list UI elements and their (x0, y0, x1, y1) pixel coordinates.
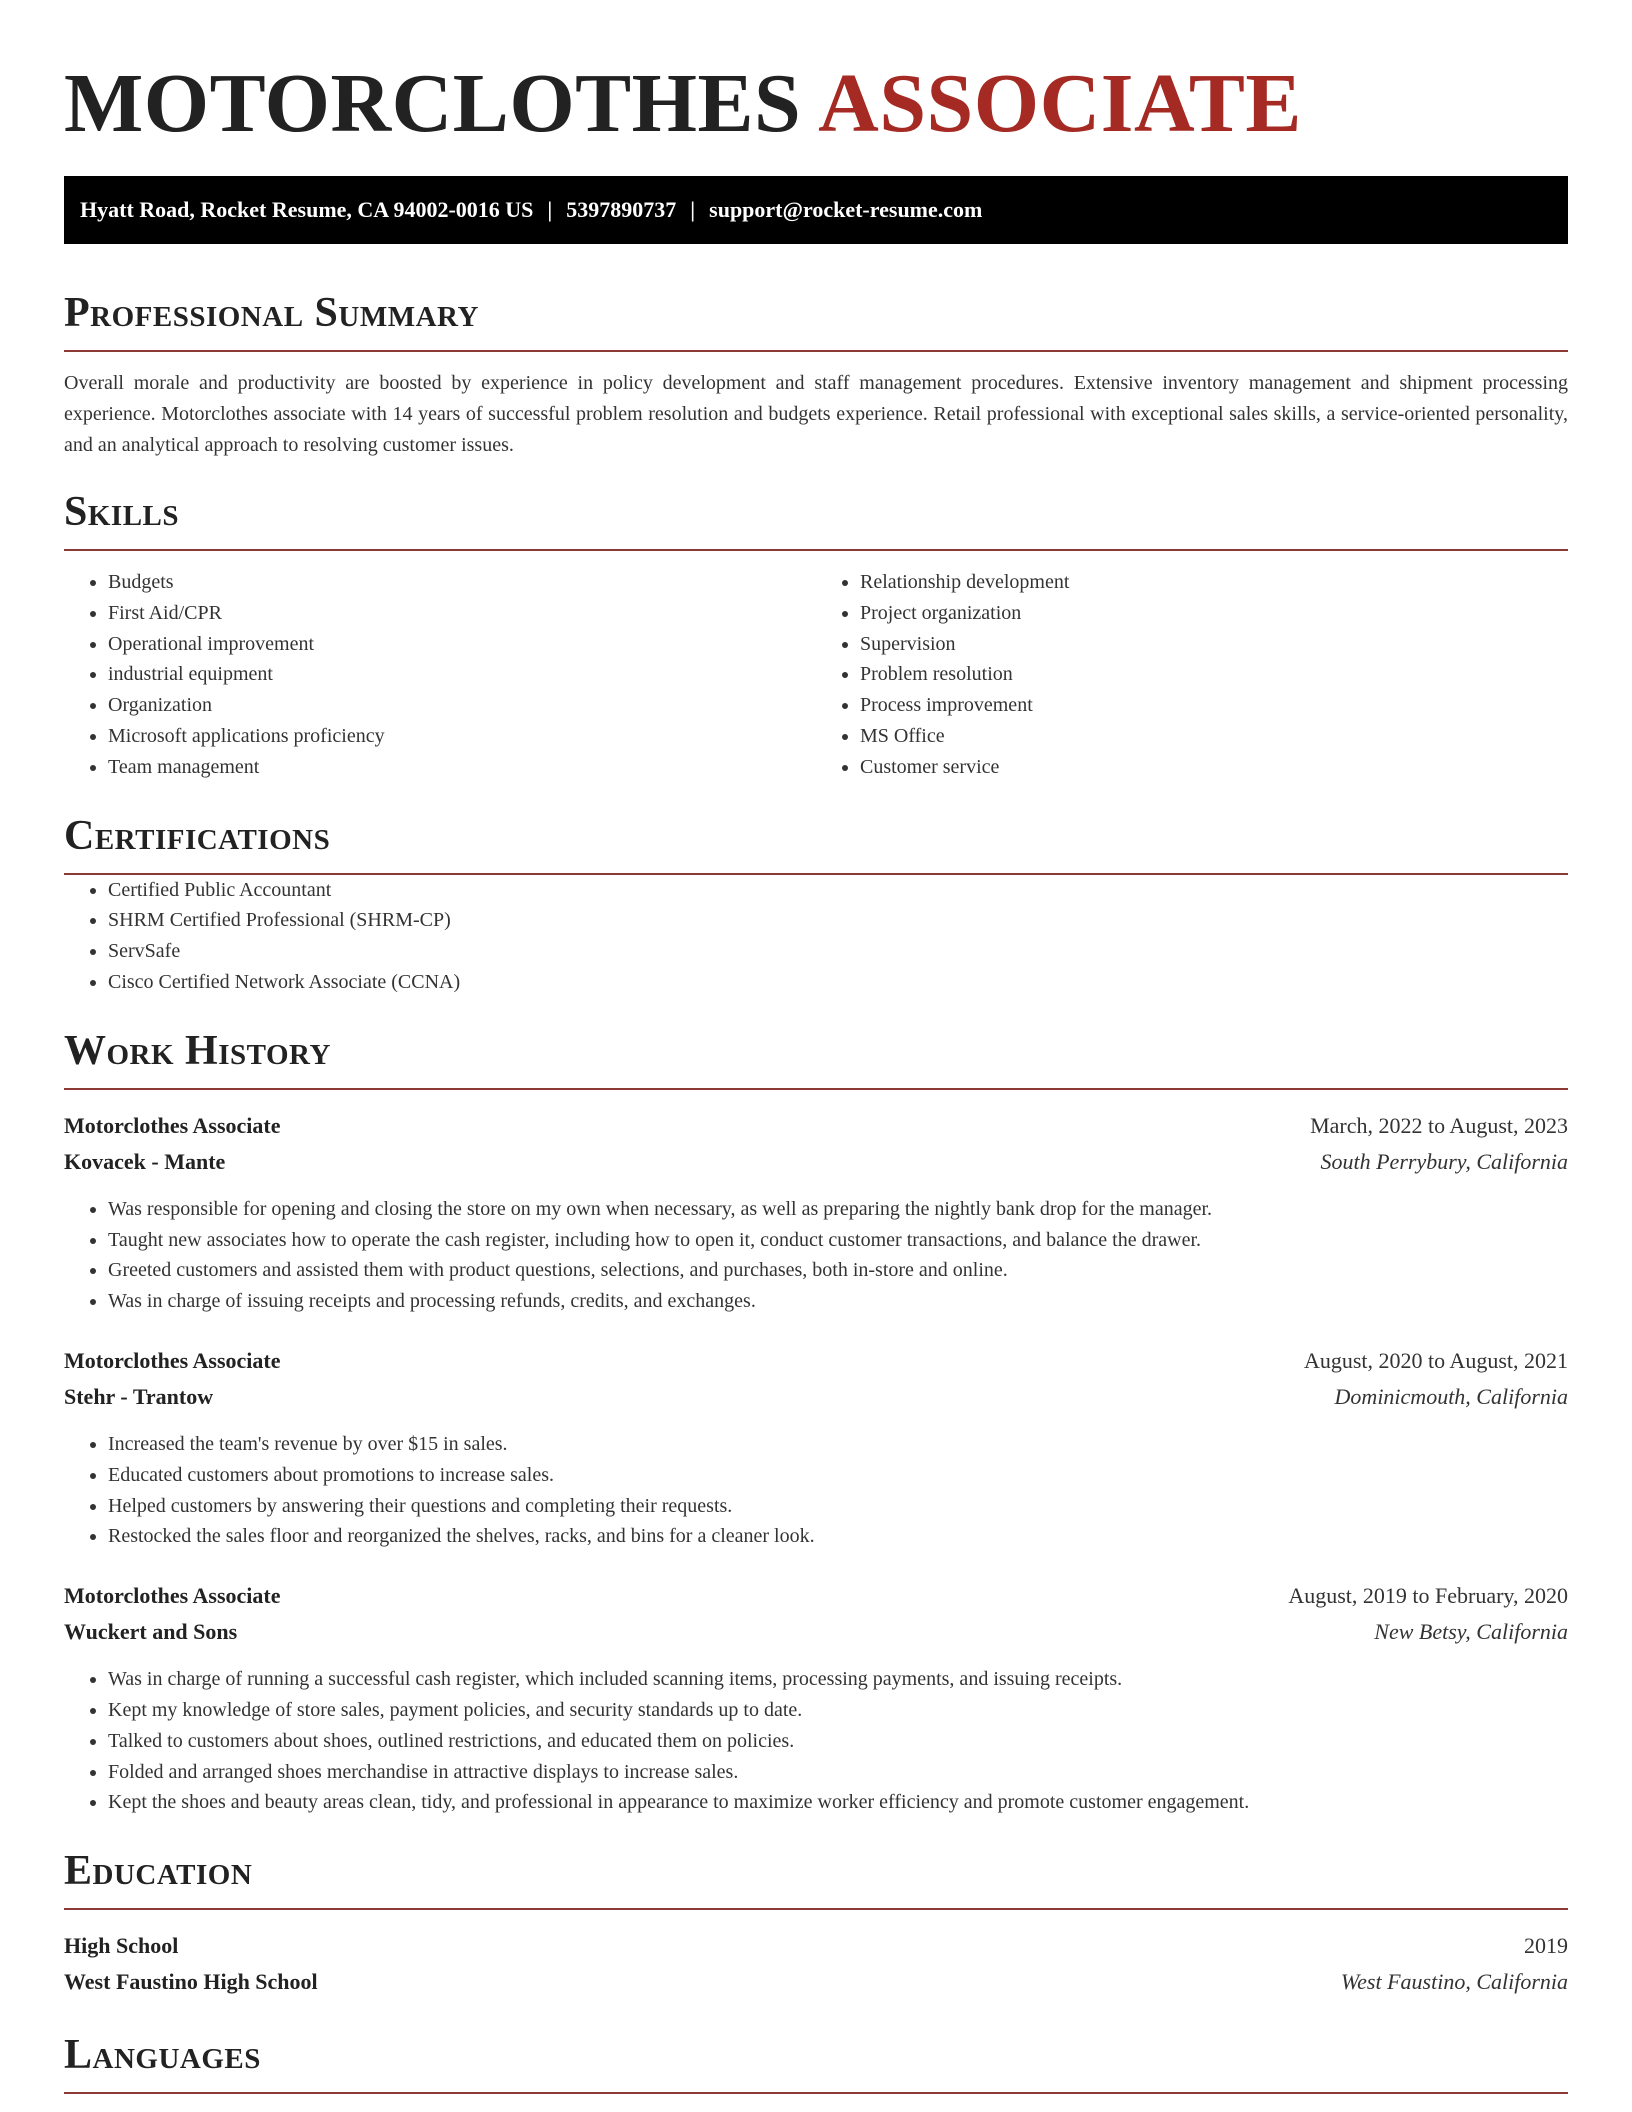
job-duty: • Folded and arranged shoes merchandise in attractive displays to increase sales. (108, 1757, 1568, 1788)
job-company: Wuckert and Sons (64, 1619, 238, 1645)
skills-list-left (64, 567, 816, 783)
candidate-name (64, 0, 1568, 150)
skill-item: • Customer service (860, 752, 1568, 783)
job-company: Stehr - Trantow (64, 1383, 214, 1409)
skills-section (64, 487, 1568, 783)
job-duty: • Restocked the sales floor and reorganized the shelves, racks, and bins for a cleaner look. (108, 1521, 1568, 1552)
section-title-certifications: Certifications (64, 811, 1568, 875)
skill-item: • First Aid/CPR (108, 598, 816, 629)
education-section (64, 1846, 1568, 2000)
skill-item: • Team management (108, 752, 816, 783)
job-duty: • Increased the team's revenue by over $15 in sales. (108, 1429, 1568, 1460)
job-duties (64, 1194, 1568, 1317)
job-company-row (64, 1614, 1568, 1650)
skill-item: • Budgets (108, 567, 816, 598)
job-title: Motorclothes Associate (64, 1347, 281, 1373)
name-first: MOTORCLOTHES (64, 57, 802, 150)
job-company: Kovacek - Mante (64, 1148, 226, 1174)
job-duty: • Kept my knowledge of store sales, payment policies, and security standards up to date. (108, 1695, 1568, 1726)
name-last: ASSOCIATE (818, 57, 1302, 150)
job-entry (64, 1108, 1568, 1317)
section-title-skills: Skills (64, 487, 1568, 551)
certification-item: • Certified Public Accountant (108, 875, 1568, 906)
skills-columns (64, 567, 1568, 783)
skill-item: • Organization (108, 690, 816, 721)
job-location: South Perrybury, California (1320, 1148, 1568, 1174)
education-location: West Faustino, California (1340, 1969, 1568, 1995)
education-year: 2019 (1524, 1933, 1568, 1959)
job-duty: • Kept the shoes and beauty areas clean, tidy, and professional in appearance to maximize worker efficiency and promote customer engagement. (108, 1787, 1568, 1818)
summary-section (64, 288, 1568, 461)
job-company-row (64, 1379, 1568, 1415)
education-school-row (64, 1964, 1568, 2000)
certification-item: • Cisco Certified Network Associate (CCNA) (108, 967, 1568, 998)
contact-separator: | (690, 197, 696, 222)
skill-item: • Operational improvement (108, 629, 816, 660)
job-title: Motorclothes Associate (64, 1112, 281, 1138)
contact-address: Hyatt Road, Rocket Resume, CA 94002-0016 US (80, 197, 534, 222)
section-title-summary: Professional Summary (64, 288, 1568, 352)
skill-item: • Microsoft applications proficiency (108, 721, 816, 752)
job-duty: • Was in charge of issuing receipts and processing refunds, credits, and exchanges. (108, 1286, 1568, 1317)
certification-item: • SHRM Certified Professional (SHRM-CP) (108, 905, 1568, 936)
contact-bar (64, 176, 1568, 244)
job-dates: August, 2019 to February, 2020 (1288, 1583, 1568, 1609)
job-company-row (64, 1144, 1568, 1180)
job-dates: March, 2022 to August, 2023 (1310, 1112, 1568, 1138)
education-degree: High School (64, 1933, 179, 1959)
certification-item: • ServSafe (108, 936, 1568, 967)
job-duty: • Taught new associates how to operate the cash register, including how to open it, conduct customer transactions, and balance the drawer. (108, 1225, 1568, 1256)
job-duty: • Was responsible for opening and closing the store on my own when necessary, as well as preparing the nightly bank drop for the manager. (108, 1194, 1568, 1225)
skill-item: • Project organization (860, 598, 1568, 629)
job-location: Dominicmouth, California (1334, 1383, 1568, 1409)
job-header-row (64, 1578, 1568, 1614)
certifications-list (64, 875, 1568, 998)
resume-page (64, 0, 1568, 2094)
skills-list-right (816, 567, 1568, 783)
skill-item: • MS Office (860, 721, 1568, 752)
languages-section (64, 2030, 1568, 2094)
job-duty: • Educated customers about promotions to increase sales. (108, 1460, 1568, 1491)
job-duty: • Talked to customers about shoes, outlined restrictions, and educated them on policies. (108, 1726, 1568, 1757)
contact-phone[interactable]: 5397890737 (566, 197, 677, 222)
job-duty: • Was in charge of running a successful cash register, which included scanning items, processing payments, and issuing receipts. (108, 1664, 1568, 1695)
job-dates: August, 2020 to August, 2021 (1303, 1347, 1568, 1373)
education-entry (64, 1928, 1568, 2000)
section-title-work-history: Work History (64, 1026, 1568, 1090)
skill-item: • Process improvement (860, 690, 1568, 721)
job-header-row (64, 1108, 1568, 1144)
job-header-row (64, 1343, 1568, 1379)
section-title-languages: Languages (64, 2030, 1568, 2094)
work-history-section (64, 1026, 1568, 1818)
certifications-section (64, 811, 1568, 998)
job-entry (64, 1578, 1568, 1818)
skill-item: • industrial equipment (108, 659, 816, 690)
education-degree-row (64, 1928, 1568, 1964)
section-title-education: Education (64, 1846, 1568, 1910)
contact-separator: | (547, 197, 553, 222)
job-duty: • Helped customers by answering their questions and completing their requests. (108, 1491, 1568, 1522)
job-duty: • Greeted customers and assisted them with product questions, selections, and purchases, both in-store and online. (108, 1255, 1568, 1286)
skill-item: • Problem resolution (860, 659, 1568, 690)
job-entry (64, 1343, 1568, 1552)
job-title: Motorclothes Associate (64, 1583, 281, 1609)
contact-email[interactable]: support@rocket-resume.com (709, 197, 983, 222)
education-school: West Faustino High School (64, 1969, 318, 1995)
job-duties (64, 1429, 1568, 1552)
skill-item: • Relationship development (860, 567, 1568, 598)
summary-text: Overall morale and productivity are boosted by experience in policy development and staff management procedures. Extensive inventory management and shipment processing experience. Motorclothes associate with 14 years of successful problem resolution and budgets experience. Retail professional with exceptional sales skills, a service-oriented personality, and an analytical approach to resolving customer issues. (64, 372, 1568, 456)
job-location: New Betsy, California (1374, 1619, 1568, 1645)
skill-item: • Supervision (860, 629, 1568, 660)
job-duties (64, 1664, 1568, 1818)
